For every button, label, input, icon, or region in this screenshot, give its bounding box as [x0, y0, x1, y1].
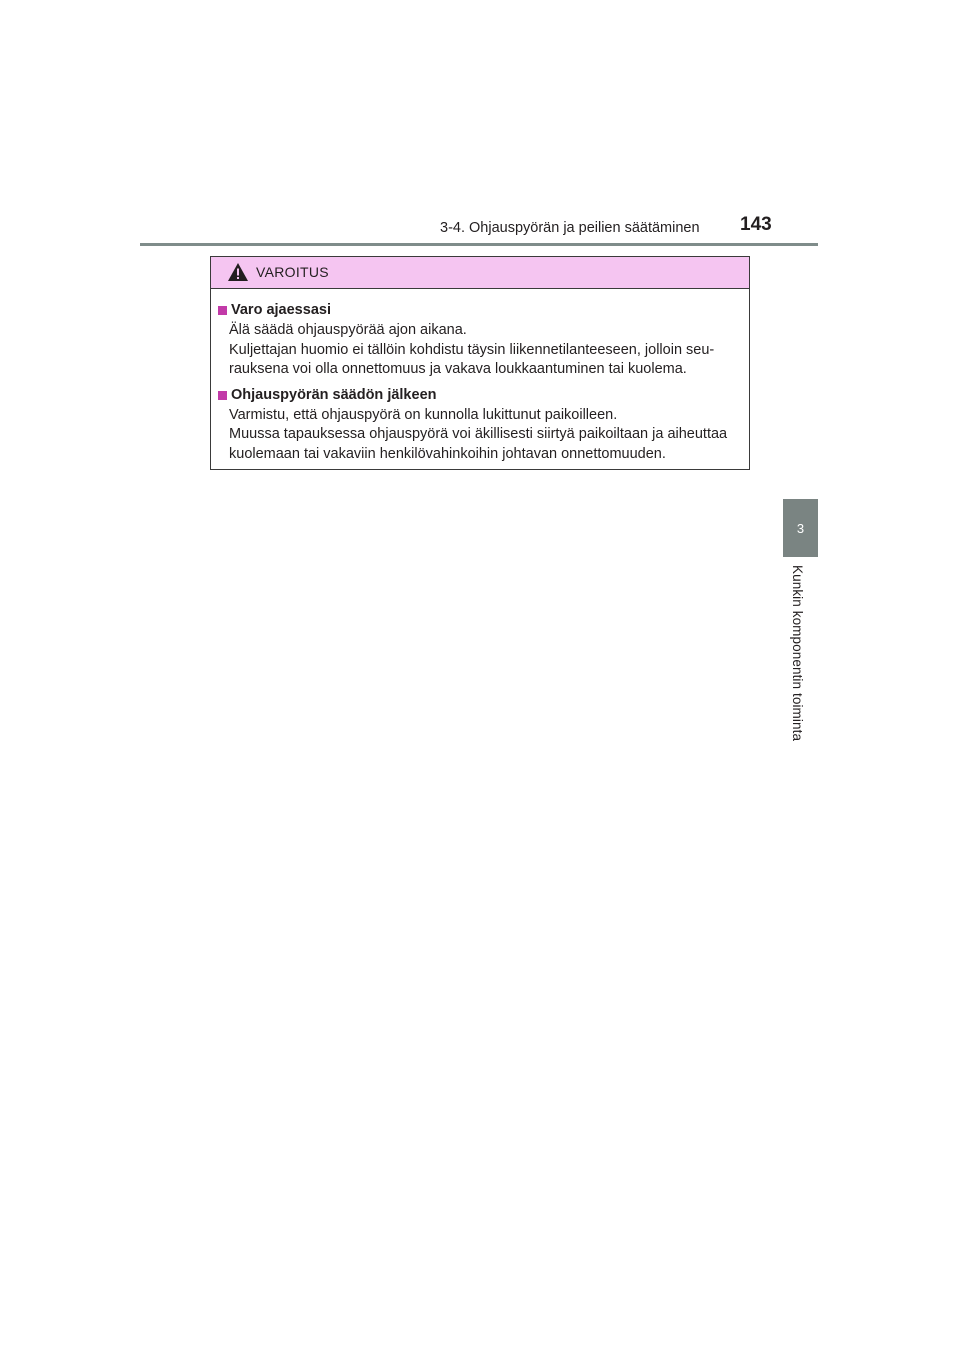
warning-box	[210, 256, 750, 470]
warning-item	[217, 386, 741, 464]
warning-header	[211, 257, 749, 289]
item-line: Muussa tapauksessa ohjauspyörä voi äkillisesti siirtyä paikoiltaan ja aiheuttaa	[229, 426, 728, 442]
chapter-title: Kunkin komponentin toiminta	[790, 565, 805, 742]
item-line: Varmistu, että ohjauspyörä on kunnolla lukittunut paikoilleen.	[229, 406, 618, 423]
chapter-number: 3	[796, 520, 805, 536]
chapter-tab	[783, 499, 818, 557]
item-line: Älä säädä ohjauspyörää ajon aikana.	[229, 322, 467, 338]
item-line: kuolemaan tai vakaviin henkilövahinkoihin johtavan onnettomuuden.	[229, 445, 666, 462]
page-number: 143	[740, 214, 772, 235]
warning-body	[211, 289, 749, 463]
warning-item	[217, 301, 741, 379]
warning-triangle-icon	[227, 262, 249, 282]
warning-label: VAROITUS	[256, 264, 329, 280]
square-bullet-icon	[218, 306, 227, 315]
item-heading: Varo ajaessasi	[231, 302, 331, 318]
item-line: Kuljettajan huomio ei tällöin kohdistu täysin liikennetilanteeseen, jolloin seu-	[229, 341, 715, 358]
item-line: rauksena voi olla onnettomuus ja vakava loukkaantuminen tai kuolema.	[229, 361, 687, 377]
header-divider	[140, 243, 818, 246]
square-bullet-icon	[218, 391, 227, 400]
item-heading: Ohjauspyörän säädön jälkeen	[231, 386, 437, 403]
section-title: 3-4. Ohjauspyörän ja peilien säätäminen	[440, 220, 700, 236]
